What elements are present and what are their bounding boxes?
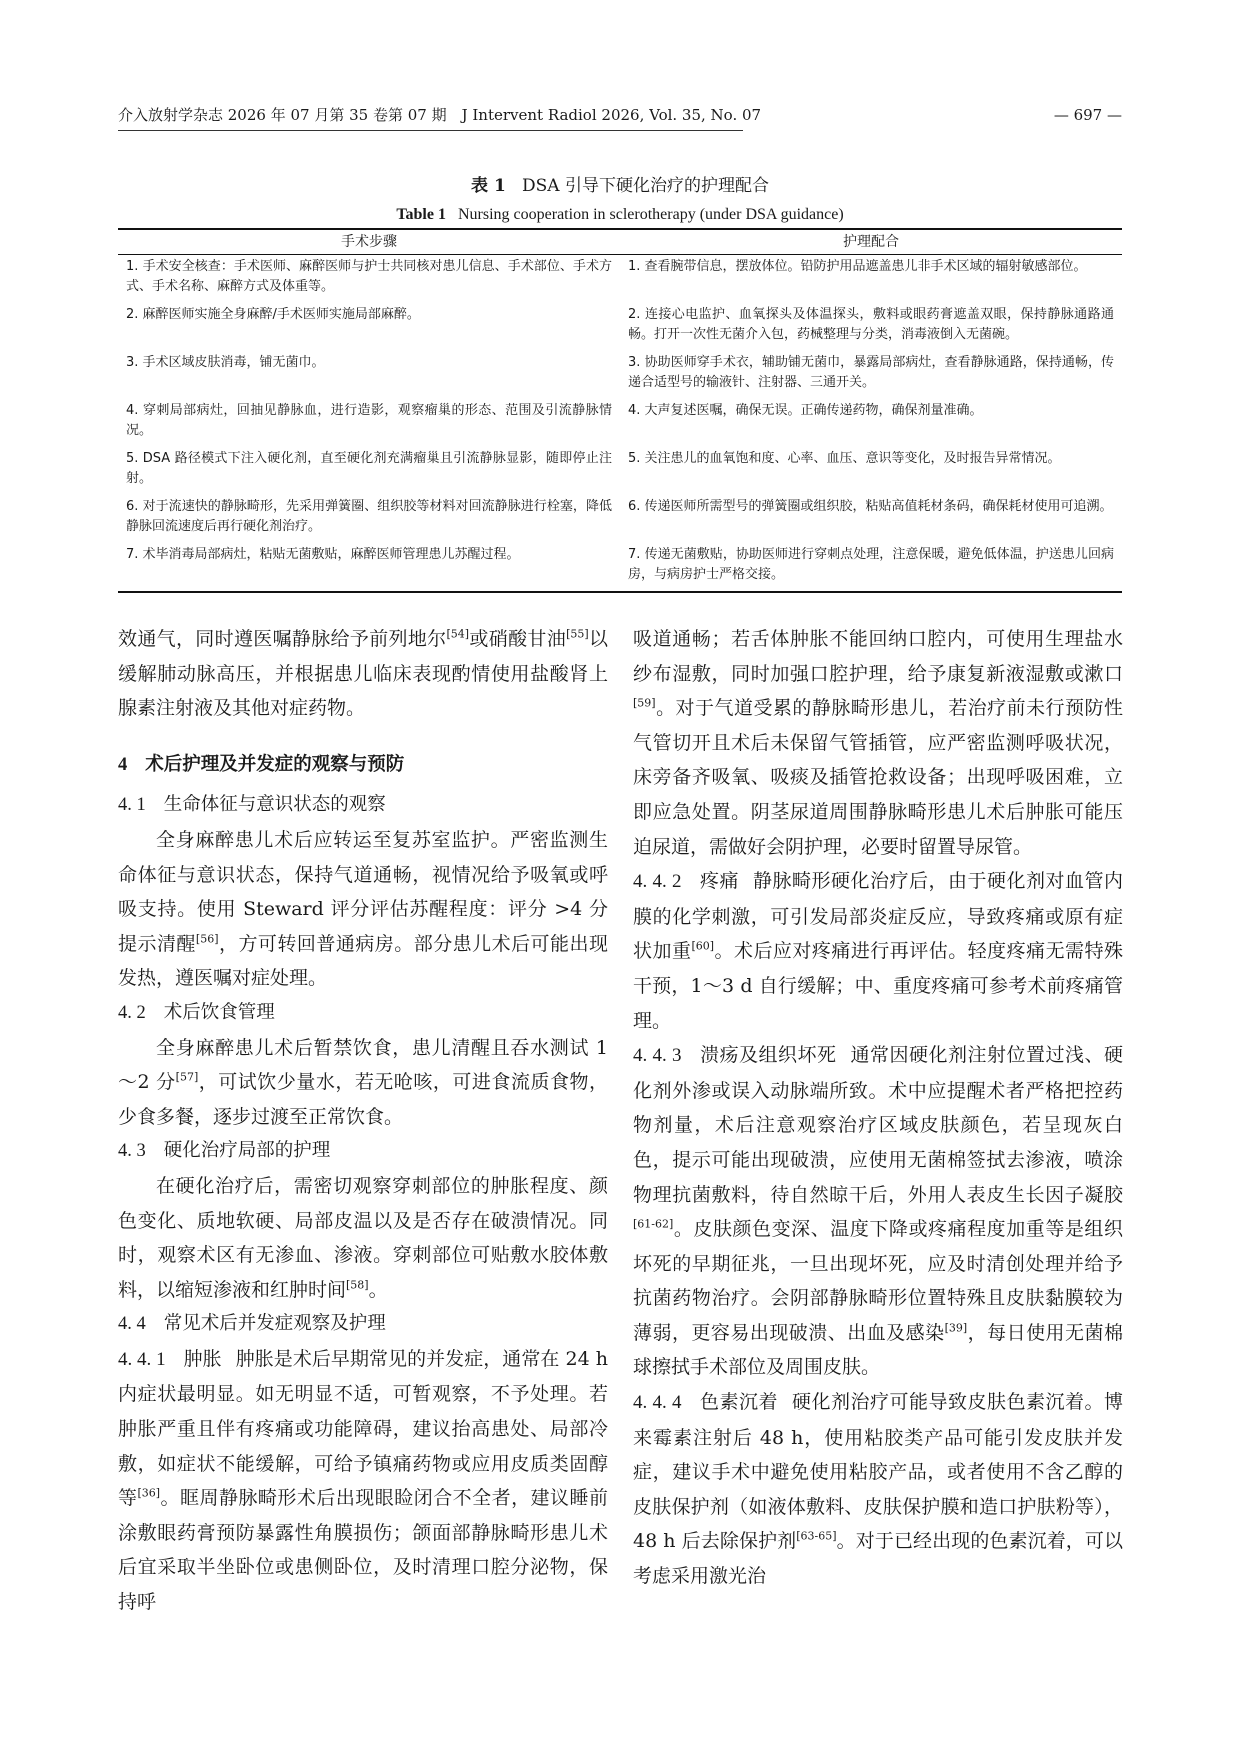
paragraph <box>118 823 608 996</box>
citation: [57] <box>175 1070 199 1084</box>
table-caption-cn <box>118 174 1122 198</box>
paragraph-4-4-4 <box>633 1385 1123 1594</box>
citation: [39] <box>944 1321 968 1335</box>
table-header-row <box>118 229 1122 255</box>
text-run: 在硬化治疗后，需密切观察穿刺部位的肿胀程度、颜色变化、质地软硬、局部皮温以及是否存在破溃情况。同时，观察术区有无渗血、渗液。穿刺部位可贴敷水胶体敷料，以缩短渗液和红肿时间 <box>118 1174 608 1301</box>
citation: [36] <box>137 1486 161 1500</box>
table-row <box>118 255 1122 304</box>
table-cell-step: 6. 对于流速快的静脉畸形，先采用弹簧圈、组织胶等材料对回流静脉进行栓塞，降低静脉回流速度后再行硬化剂治疗。 <box>126 499 612 534</box>
citation: [58] <box>346 1278 369 1292</box>
text-run: ，可试饮少量水，若无呛咳，可进食流质食物，少食多餐，逐步过渡至正常饮食。 <box>118 1071 608 1128</box>
table-label-en: Table 1 <box>396 206 446 223</box>
paragraph <box>118 1169 608 1307</box>
journal-citation: 介入放射学杂志 2026 年 07 月第 35 卷第 07 期 J Intervent Radiol 2026, Vol. 35, No. 07 <box>118 106 762 124</box>
section-number: 4 <box>118 754 128 775</box>
table-cell-nursing: 1. 查看腕带信息，摆放体位。铅防护用品遮盖患儿非手术区域的辐射敏感部位。 <box>628 259 1087 274</box>
table-row <box>118 303 1122 351</box>
text-run: 通常因硬化剂注射位置过浅、硬化剂外渗或误入动脉端所致。术中应提醒术者严格把控药物剂量，术后注意观察治疗区域皮肤颜色，若呈现灰白色，提示可能出现破溃，应使用无菌棉签拭去渗液，喷涂物理抗菌敷料，待自然晾干后，外用人表皮生长因子凝胶 <box>633 1044 1123 1206</box>
table-cell-step: 5. DSA 路径模式下注入硬化剂，直至硬化剂充满瘤巢且引流静脉显影，随即停止注射。 <box>126 451 612 486</box>
text-run: ，方可转回普通病房。部分患儿术后可能出现发热，遵医嘱对症处理。 <box>118 932 608 990</box>
table-cell-nursing: 7. 传递无菌敷贴，协助医师进行穿刺点处理，注意保暖，避免低体温，护送患儿回病房，与病房护士严格交接。 <box>628 547 1114 582</box>
citation: [54] <box>446 627 470 641</box>
table-caption-en <box>118 204 1122 226</box>
page-number: — 697 — <box>1053 106 1122 124</box>
citation: [56] <box>195 932 219 946</box>
text-run: 全身麻醉患儿术后应转运至复苏室监护。严密监测生命体征与意识状态，保持气道通畅，视情况给予吸氧或呼吸支持。使用 Steward 评分评估苏醒程度：评分 >4 分提示清醒 <box>118 828 608 955</box>
section-heading-4 <box>118 748 608 783</box>
table-label-cn: 表 1 <box>471 176 506 196</box>
text-run: 。皮肤颜色变深、温度下降或疼痛程度加重等是组织坏死的早期征兆，一旦出现坏死，应及时清创处理并给予抗菌药物治疗。会阴部静脉畸形位置特殊且皮肤黏膜较为薄弱，更容易出现破溃、出血及感染 <box>633 1218 1123 1344</box>
citation: [61-62] <box>633 1217 674 1231</box>
citation: [55] <box>566 627 589 641</box>
table-cell-nursing: 2. 连接心电监护、血氧探头及体温探头，敷料或眼药膏遮盖双眼，保持静脉通路通畅。打开一次性无菌介入包，药械整理与分类，消毒液倒入无菌碗。 <box>628 307 1114 342</box>
paragraph <box>118 1031 608 1135</box>
text-run: 效通气，同时遵医嘱静脉给予前列地尔 <box>118 628 447 650</box>
table-cell-step: 4. 穿刺局部病灶，回抽见静脉血，进行造影，观察瘤巢的形态、范围及引流静脉情况。 <box>126 403 612 438</box>
nursing-cooperation-table <box>118 228 1122 593</box>
run-in-heading: 肿胀 <box>183 1347 222 1370</box>
subsection-heading-4-4 <box>118 1307 608 1342</box>
table-cell-nursing: 5. 关注患儿的血氧饱和度、心率、血压、意识等变化，及时报告异常情况。 <box>628 451 1061 466</box>
text-run: 静脉畸形硬化治疗后，由于硬化剂对血管内膜的化学刺激，可引发局部炎症反应，导致疼痛或原有症状加重 <box>633 870 1123 963</box>
text-run: 肿胀是术后早期常见的并发症，通常在 24 h 内症状最明显。如无明显不适，可暂观察，不予处理。若肿胀严重且伴有疼痛或功能障碍，建议抬高患处、局部冷敷，如症状不能缓解，可给予镇痛药物或应用皮质类固醇等 <box>118 1347 608 1510</box>
table-title-en: Nursing cooperation in sclerotherapy (under DSA guidance) <box>457 206 844 223</box>
table-row <box>118 543 1122 592</box>
text-run: 。对于气道受累的静脉畸形患儿，若治疗前未行预防性气管切开且术后未保留气管插管，应严密监测呼吸状况，床旁备齐吸氧、吸痰及插管抢救设备；出现呼吸困难，立即应急处置。阴茎尿道周围静脉畸形患儿术后肿胀可能压迫尿道，需做好会阴护理，必要时留置导尿管。 <box>633 697 1123 858</box>
run-in-heading: 溃疡及组织坏死 <box>699 1044 837 1067</box>
section-title: 硬化治疗局部的护理 <box>163 1140 331 1162</box>
section-title: 常见术后并发症观察及护理 <box>163 1313 386 1335</box>
text-run: 。眶周静脉畸形术后出现眼睑闭合不全者，建议睡前涂敷眼药膏预防暴露性角膜损伤；颌面部静脉畸形患儿术后宜采取半坐卧位或患侧卧位，及时清理口腔分泌物，保持呼 <box>118 1487 608 1614</box>
table-cell-step: 2. 麻醉医师实施全身麻醉/手术医师实施局部麻醉。 <box>126 307 420 322</box>
paragraph-continued <box>118 622 608 726</box>
table-title-cn: DSA 引导下硬化治疗的护理配合 <box>522 176 769 196</box>
table-cell-nursing: 4. 大声复述医嘱，确保无误。正确传递药物，确保剂量准确。 <box>628 403 983 418</box>
table-cell-step: 3. 手术区域皮肤消毒，铺无菌巾。 <box>126 355 325 370</box>
text-run: 。 <box>368 1278 388 1301</box>
subsection-heading-4-2 <box>118 996 608 1031</box>
section-title: 术后饮食管理 <box>163 1001 275 1023</box>
table-cell-step: 7. 术毕消毒局部病灶，粘贴无菌敷贴，麻醉医师管理患儿苏醒过程。 <box>126 547 520 562</box>
text-run: 以缓解肺动脉高压，并根据患儿临床表现酌情使用盐酸肾上腺素注射液及其他对症药物。 <box>118 628 608 720</box>
body-column-left <box>118 622 608 1620</box>
table-row <box>118 495 1122 543</box>
running-header <box>118 100 1122 130</box>
table-cell-nursing: 6. 传递医师所需型号的弹簧圈或组织胶，粘贴高值耗材条码，确保耗材使用可追溯。 <box>628 499 1113 514</box>
citation: [60] <box>691 940 715 954</box>
text-run: 全身麻醉患儿术后暂禁饮食，患儿清醒且吞水测试 1～2 分 <box>118 1036 608 1094</box>
section-number: 4. 4. 3 <box>633 1045 682 1067</box>
column-header-surgical-steps: 手术步骤 <box>118 229 620 255</box>
section-number: 4. 4. 4 <box>633 1392 682 1414</box>
table-cell-nursing: 3. 协助医师穿手术衣，辅助铺无菌巾，暴露局部病灶，查看静脉通路，保持通畅，传递合适型号的输液针、注射器、三通开关。 <box>628 355 1114 390</box>
table-row <box>118 351 1122 399</box>
table-row <box>118 447 1122 495</box>
section-number: 4. 4 <box>118 1314 146 1335</box>
run-in-heading: 疼痛 <box>699 870 739 893</box>
subsection-heading-4-1 <box>118 788 608 823</box>
section-title: 术后护理及并发症的观察与预防 <box>145 753 405 775</box>
citation: [63-65] <box>796 1530 837 1544</box>
section-number: 4. 4. 2 <box>633 871 682 893</box>
paragraph-4-4-2 <box>633 864 1123 1038</box>
section-number: 4. 4. 1 <box>118 1348 166 1370</box>
text-run: 吸道通畅；若舌体肿胀不能回纳口腔内，可使用生理盐水纱布湿敷，同时加强口腔护理，给予康复新液湿敷或漱口 <box>633 628 1123 685</box>
body-column-right <box>633 622 1123 1594</box>
section-number: 4. 2 <box>118 1002 146 1023</box>
text-run: 。术后应对疼痛进行再评估。轻度疼痛无需特殊干预，1～3 d 自行缓解；中、重度疼痛可参考术前疼痛管理。 <box>633 940 1123 1032</box>
text-run: 。对于已经出现的色素沉着，可以考虑采用激光治 <box>633 1530 1123 1588</box>
header-rule <box>118 130 743 131</box>
subsection-heading-4-3 <box>118 1134 608 1169</box>
table-cell-step: 1. 手术安全核查：手术医师、麻醉医师与护士共同核对患儿信息、手术部位、手术方式、手术名称、麻醉方式及体重等。 <box>126 259 612 294</box>
column-header-nursing-cooperation: 护理配合 <box>620 229 1122 255</box>
section-title: 生命体征与意识状态的观察 <box>163 794 386 816</box>
table-row <box>118 399 1122 447</box>
section-number: 4. 1 <box>118 795 146 816</box>
text-run: 或硝酸甘油 <box>469 628 567 650</box>
text-run: 硬化剂治疗可能导致皮肤色素沉着。博来霉素注射后 48 h，使用粘胶类产品可能引发皮肤并发症，建议手术中避免使用粘胶产品，或者使用不含乙醇的皮肤保护剂（如液体敷料、皮肤保护膜和造口护肤粉等），48 h 后去除保护剂 <box>633 1391 1123 1553</box>
paragraph-4-4-1 <box>118 1342 608 1620</box>
run-in-heading: 色素沉着 <box>699 1391 778 1414</box>
text-run: ，每日使用无菌棉球擦拭手术部位及周围皮肤。 <box>633 1321 1123 1379</box>
paragraph-continued <box>633 622 1123 864</box>
section-number: 4. 3 <box>118 1141 146 1162</box>
citation: [59] <box>633 696 656 710</box>
paragraph-4-4-3 <box>633 1038 1123 1385</box>
